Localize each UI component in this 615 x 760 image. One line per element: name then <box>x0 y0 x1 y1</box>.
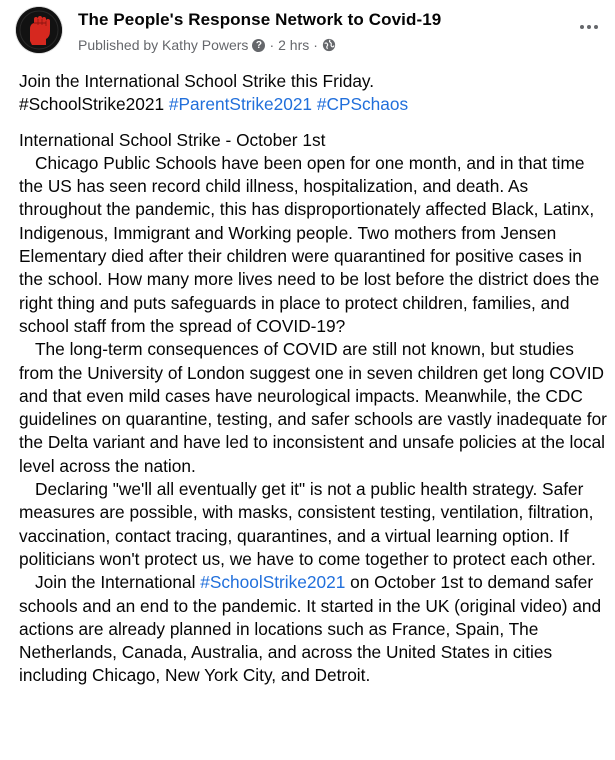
post-meta <box>78 37 336 53</box>
dot-icon <box>587 25 591 29</box>
post-header <box>16 7 606 57</box>
globe-icon[interactable] <box>322 38 336 52</box>
paragraph-4-start: Join the International <box>35 572 201 593</box>
meta-separator: · <box>313 37 318 53</box>
group-name-link[interactable]: The People's Response Network to Covid-19 <box>78 10 442 29</box>
post-body <box>19 70 609 688</box>
intro-line: Join the International School Strike this Friday. <box>19 71 375 91</box>
post-intro <box>19 70 609 117</box>
hashtag-schoolstrike-plain: #SchoolStrike2021 <box>19 94 165 115</box>
hashtag-cpschaos-link[interactable]: #CPSchaos <box>316 94 409 115</box>
group-avatar[interactable] <box>16 7 62 53</box>
published-by-text[interactable]: Published by Kathy Powers <box>78 37 249 53</box>
hashtag-schoolstrike-link[interactable]: #SchoolStrike2021 <box>200 572 346 593</box>
post-time[interactable]: 2 hrs <box>278 37 310 53</box>
meta-separator: · <box>269 37 275 53</box>
dot-icon <box>580 25 584 29</box>
paragraph-4 <box>19 571 609 687</box>
paragraph-2: The long-term consequences of COVID are still not known, but studies from the University of London suggest one in seven children get long COVID and that even mild cases have neurological impacts. Meanwhile, the CDC guidelines on quarantine, testing, and safer schools are vastly inadequate for the Delta variant and have led to inconsistent and unsafe policies at the local level across the nation. <box>19 339 607 476</box>
dot-icon <box>594 25 598 29</box>
paragraph-3: Declaring "we'll all eventually get it" is not a public health strategy. Safer measures are possible, with masks, consistent testing, ventilation, filtration, vaccination, contact tracing, quarantines, and a virtual learning option. If politicians won't protect us, we have to come together to protect each other. <box>19 479 596 569</box>
more-options-button[interactable] <box>576 17 602 37</box>
paragraph-1: Chicago Public Schools have been open for one month, and in that time the US has seen record child illness, hospitalization, and death. As throughout the pandemic, this has disproportionately affected Black, Latinx, Indigenous, Immigrant and Working people. Two mothers from Jensen Elementary died after their children were quarantined for positive cases in the school. How many more lives need to be lost before the district does the right thing and puts safeguards in place to protect children, families, and school staff from the spread of COVID-19? <box>19 152 600 336</box>
post-heading: International School Strike - October 1st <box>19 129 326 150</box>
hashtag-parentstrike-link[interactable]: #ParentStrike2021 <box>168 94 313 115</box>
help-icon[interactable]: ? <box>252 39 265 52</box>
paragraph-4-end: on October 1st to demand safer schools and an end to the pandemic. It started in the UK (original video) and actions are already planned in locations such as France, Spain, The Netherlands, Canada, Australia, and across the United States in cities including Chicago, New York City, and Detroit. <box>19 572 602 686</box>
fist-logo-icon <box>16 7 62 53</box>
